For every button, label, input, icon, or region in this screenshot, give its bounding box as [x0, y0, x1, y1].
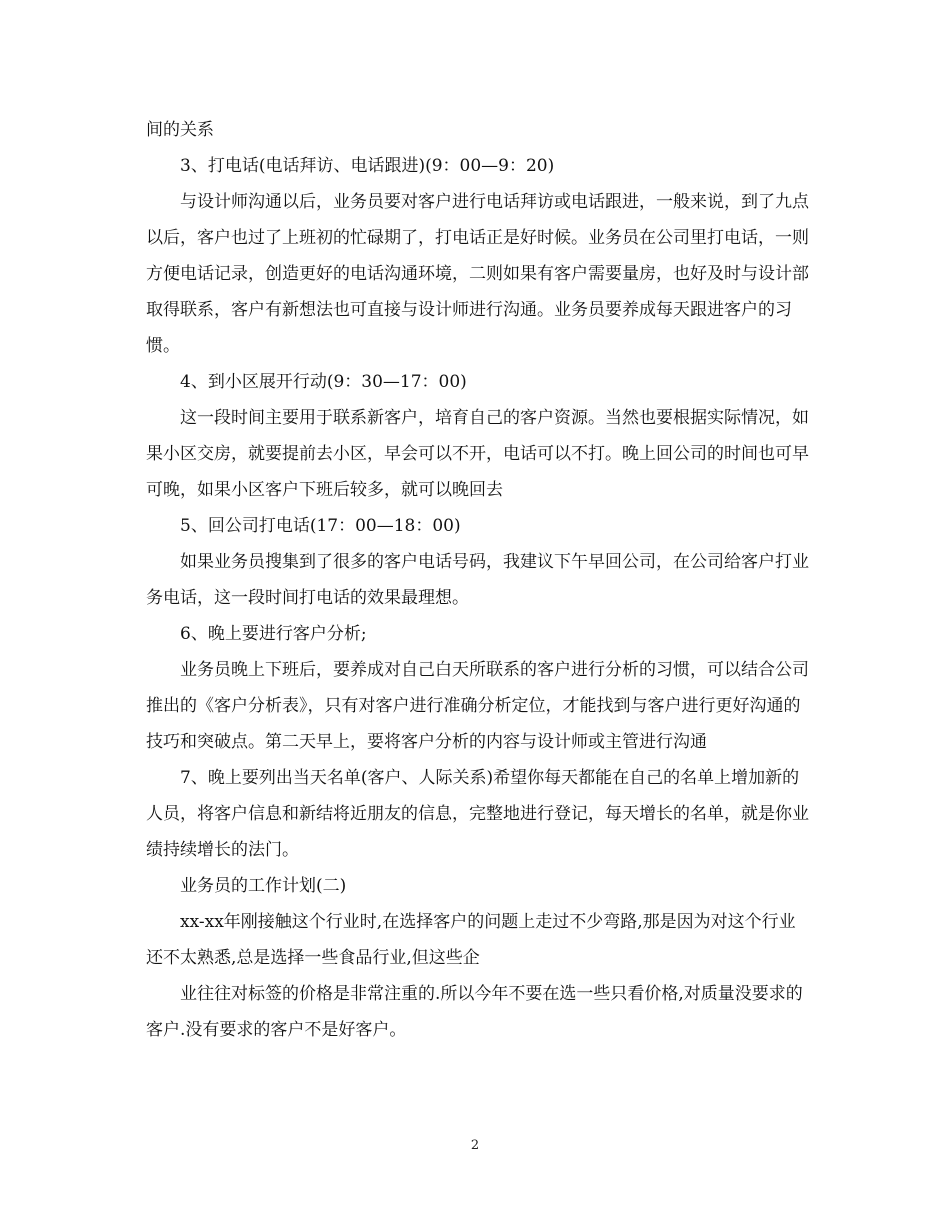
paragraph-1: 间的关系 [146, 120, 214, 140]
paragraph-8: 6、晚上要进行客户分析; [180, 624, 367, 644]
paragraph-9: 业务员晚上下班后，要养成对自己白天所联系的客户进行分析的习惯，可以结合公司推出的《客户分析表》，只有对客户进行准确分析定位，才能找到与客户进行更好沟通的技巧和突破点。第二天早上，要将客户分析的内容与设计师或主管进行沟通 [146, 660, 809, 752]
paragraph-5: 这一段时间主要用于联系新客户，培育自己的客户资源。当然也要根据实际情况，如果小区交房，就要提前去小区，早会可以不开，电话可以不打。晚上回公司的时间也可早可晚，如果小区客户下班后较多，就可以晚回去 [146, 408, 809, 500]
paragraph-12: xx-xx年刚接触这个行业时,在选择客户的问题上走过不少弯路,那是因为对这个行业还不太熟悉,总是选择一些食品行业,但这些企 [146, 912, 796, 968]
paragraph-7: 如果业务员搜集到了很多的客户电话号码，我建议下午早回公司，在公司给客户打业务电话，这一段时间打电话的效果最理想。 [146, 552, 809, 608]
page-number: 2 [470, 1138, 480, 1153]
paragraph-6: 5、回公司打电话(17：00—18：00) [180, 516, 461, 536]
paragraph-13: 业往往对标签的价格是非常注重的.所以今年不要在选一些只看价格,对质量没要求的客户.没有要求的客户不是好客户。 [146, 984, 803, 1040]
paragraph-11: 业务员的工作计划(二) [180, 876, 347, 896]
paragraph-10: 7、晚上要列出当天名单(客户、人际关系)希望你每天都能在自己的名单上增加新的人员，将客户信息和新结将近朋友的信息，完整地进行登记，每天增长的名单，就是你业绩持续增长的法门。 [146, 768, 809, 860]
document-body [146, 112, 810, 1048]
paragraph-4: 4、到小区展开行动(9：30—17：00) [180, 372, 467, 392]
paragraph-3: 与设计师沟通以后，业务员要对客户进行电话拜访或电话跟进，一般来说，到了九点以后，客户也过了上班初的忙碌期了，打电话正是好时候。业务员在公司里打电话，一则方便电话记录，创造更好的电话沟通环境，二则如果有客户需要量房，也好及时与设计部取得联系，客户有新想法也可直接与设计师进行沟通。业务员要养成每天跟进客户的习惯。 [146, 192, 809, 356]
paragraph-2: 3、打电话(电话拜访、电话跟进)(9：00—9：20) [180, 156, 555, 176]
